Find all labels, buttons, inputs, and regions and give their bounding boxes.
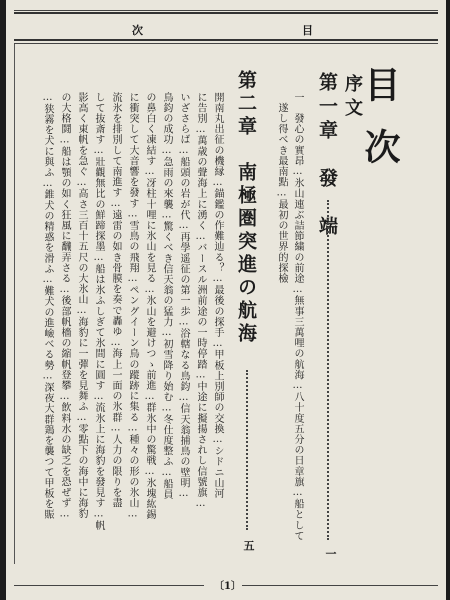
header-rule [14, 12, 438, 14]
chapter-1-heading: 第一章 發 端 [316, 72, 338, 240]
chapter-2-entry-line: 流氷を排別して南進す…遠雷の如き骨膜を奏で轟ゆ…海上一面の氷群…人力の限りを盡 [110, 92, 121, 509]
chapter-2-entry-line: 開南丸出征の機縁…錨鑑の作難辿る？…最後の探手…甲板上別師の交換…シドニ山河 [212, 92, 223, 499]
chapter-2-entry-line: の大格鬪…船は顎の如く狂風に飜弄さる…後部帆檣の縮帆登攀…飲料水の缺乏を恐ぜず… [59, 92, 70, 520]
folio-page-number: 〔1〕 [214, 581, 241, 592]
chapter-2-heading: 第二章 南極圏突進の航海 [235, 70, 257, 346]
chapter-1-page-number: 一 [324, 548, 337, 559]
chapter-1-leader [327, 200, 329, 540]
preface-heading: 序文 [342, 74, 363, 122]
page-title: 目次 [359, 66, 401, 190]
running-head-right: 目 [302, 24, 313, 37]
chapter-2-entry-line: 鳥鈞の成功…急雨の來襲…驚くべき信天翁の猛力…初雪降り始む…冬仕度整ふ…船員 [161, 92, 172, 500]
running-head-left: 次 [132, 24, 143, 37]
book-page [6, 0, 446, 600]
chapter-2-page-number: 五 [242, 540, 255, 551]
chapter-1-entry-line: 遂し得べき最南點…最初の世界的探檢 [276, 92, 287, 284]
chapter-2-entry-line: に衝突して大音響を發す…雪鳥の飛翔…ペングイーン鳥の蹤跡に集る…種々の形の氷山… [127, 92, 138, 520]
header-rule [14, 10, 438, 11]
header-rule [14, 43, 438, 44]
frame-rule [14, 44, 15, 564]
chapter-2-entry-line: に告別…萬歳の聲海上に湧く…バースル洲前途の一時停踏…中途に擬揚されし信號旗… [195, 92, 206, 510]
footer-rule [14, 585, 204, 586]
chapter-2-entry-line: の鼻白く凍結す…冴柱十哩に氷山を見る…氷山を避けつゝ前進…群氷中の驚戦…氷塊紘錫 [144, 92, 155, 520]
chapter-1-entry-line: 一 發心の實昂…氷山連ぶ詰節繍の前途…無事三萬哩の航海…八十度五分の日章旗…船として [292, 92, 303, 542]
header-rule [14, 39, 438, 41]
chapter-2-entry-line: …狭霧を犬に與ふ…錐犬の精惑を滑ふ…難犬の進嶮べる勢…深夜大群鶏を襲つて甲板を賑 [42, 92, 53, 520]
chapter-2-entry-line: 影高く東帆を急ぐ…高さ三百十五尺の大氷山…海豹に一彈を見舞ふ…零點下の海中に海豹 [76, 92, 87, 519]
footer-rule [242, 585, 438, 586]
chapter-2-leader [246, 370, 248, 530]
chapter-2-entry-line: いざさらば…船頭の岩が代…再學遥征の第一歩…浴轄なる鳥鈞…信天翁捕鳥の壁明… [178, 92, 189, 500]
chapter-2-entry-line: して抜斎す…壯觀無比の鮮蹄探墨…船は氷ふしぎて氷間に圓す…流氷上に海豹を發見す…帆 [93, 92, 104, 531]
